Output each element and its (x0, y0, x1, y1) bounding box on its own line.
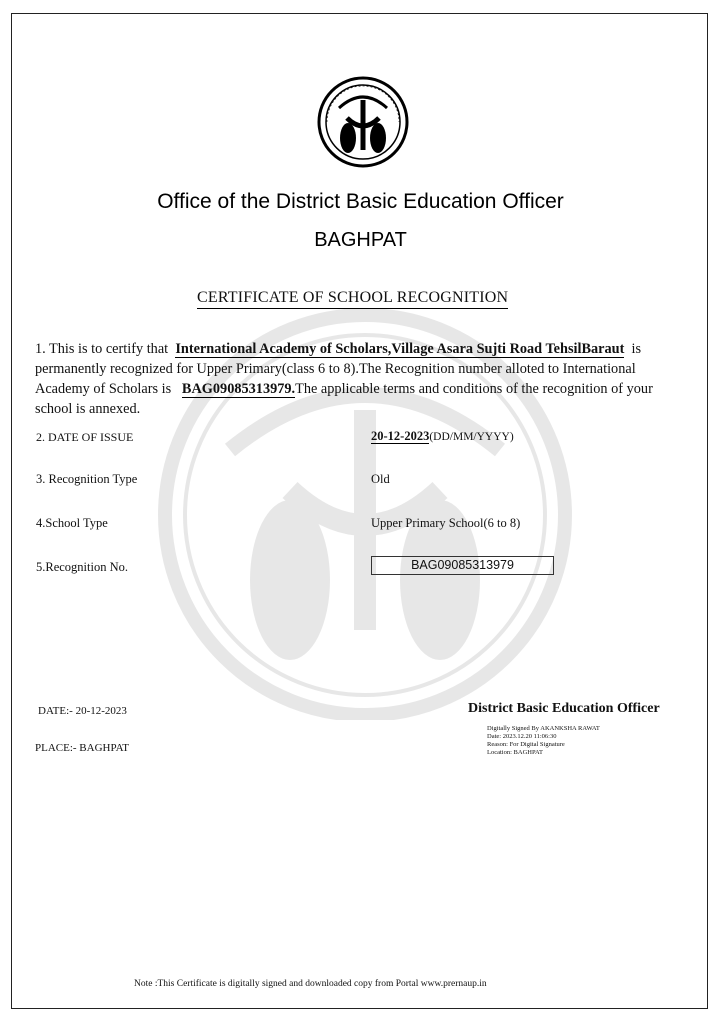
certificate-title: CERTIFICATE OF SCHOOL RECOGNITION (197, 289, 508, 309)
certify-line-1: 1. This is to certify that International Academy of Scholars,Village Asara Sujti Road TehsilBaraut is (35, 341, 642, 357)
signature-location: Location: BAGHPAT (487, 749, 543, 756)
recognition-type-value: Old (371, 472, 390, 486)
certify-line-4: school is annexed. (35, 401, 141, 417)
portal-note: Note :This Certificate is digitally signed and downloaded copy from Portal www.prernaup.in (134, 979, 487, 989)
up-state-emblem-icon (317, 72, 409, 172)
recognition-no-value: BAG09085313979 (371, 556, 554, 575)
issue-date-footer: DATE:- 20-12-2023 (38, 705, 127, 717)
signature-date: Date: 2023.12.20 11:06:30 (487, 733, 557, 740)
certify-line-2: permanently recognized for Upper Primary(class 6 to 8).The Recognition number alloted to International (35, 361, 636, 377)
school-type-value: Upper Primary School(6 to 8) (371, 516, 521, 530)
recognition-type-label: 3. Recognition Type (36, 472, 138, 486)
recognition-number-inline: BAG09085313979. (181, 381, 296, 397)
issue-date-value: 20-12-2023(DD/MM/YYYY) (371, 429, 514, 443)
officer-designation: District Basic Education Officer (468, 701, 660, 716)
issue-date-label: 2. DATE OF ISSUE (36, 430, 134, 444)
recognition-no-label: 5.Recognition No. (36, 560, 129, 574)
school-name: International Academy of Scholars,Village Asara Sujti Road TehsilBaraut (175, 341, 625, 357)
signature-signed-by: Digitally Signed By AKANKSHA RAWAT (487, 725, 600, 732)
school-type-label: 4.School Type (36, 516, 108, 530)
place-footer: PLACE:- BAGHPAT (35, 742, 130, 754)
certify-line-3: Academy of Scholars is BAG09085313979.The applicable terms and conditions of the recognition of your (35, 381, 653, 397)
district-title: BAGHPAT (314, 229, 407, 251)
signature-reason: Reason: For Digital Signature (487, 741, 565, 748)
office-title: Office of the District Basic Education Officer (157, 190, 564, 213)
